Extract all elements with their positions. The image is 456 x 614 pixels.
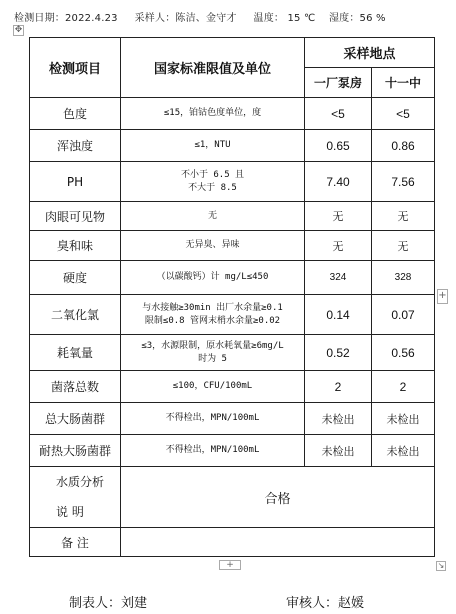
row-standard: ≤100，CFU/100mL [121,371,305,403]
analysis-label-line-2: 说 明 [56,505,84,519]
row-value-site-1: <5 [305,98,372,130]
row-item: 菌落总数 [30,371,121,403]
row-item: 二氧化氯 [30,295,121,335]
header-line [14,9,450,24]
row-value-site-2: 未检出 [372,403,435,435]
table-row [30,202,435,231]
header-standard: 国家标准限值及单位 [121,38,305,98]
row-value-site-2: 无 [372,231,435,261]
row-standard: 无异臭、异味 [121,231,305,261]
row-value-site-2: 未检出 [372,435,435,467]
row-value-site-2: 0.86 [372,130,435,162]
analysis-label-line-1: 水质分析 [56,475,105,489]
table-row [30,295,435,335]
row-item: 硬度 [30,261,121,295]
row-standard [121,335,305,371]
row-value-site-2: <5 [372,98,435,130]
samplers: 采样人：陈洁、金守才 [134,13,237,24]
row-value-site-1: 324 [305,261,372,295]
table-row [30,130,435,162]
table-row [30,403,435,435]
row-value-site-1: 0.14 [305,295,372,335]
row-value-site-1: 0.52 [305,335,372,371]
row-value-site-1: 7.40 [305,162,372,202]
row-item: 臭和味 [30,231,121,261]
table-resize-icon[interactable]: ↘ [437,561,445,570]
row-standard-line-1: ≤3，水源限制，原水耗氧量≥6mg/L [141,340,284,351]
table-row [30,162,435,202]
row-value-site-2: 0.07 [372,295,435,335]
row-standard-line-2: 时为 5 [198,353,227,364]
row-standard [121,162,305,202]
add-column-icon[interactable]: + [437,289,448,304]
row-item: 浑浊度 [30,130,121,162]
table-row [30,371,435,403]
row-value-site-2: 无 [372,202,435,231]
row-standard: 无 [121,202,305,231]
table-move-handle-icon[interactable]: ✥ [14,25,23,35]
row-value-site-2: 0.56 [372,335,435,371]
row-value-site-1: 未检出 [305,435,372,467]
humidity: 湿度：56 % [328,13,386,24]
row-standard-line-2: 限制≤0.8 管网末梢水余量≥0.02 [144,315,281,326]
header-site-1: 一厂泵房 [305,68,372,98]
row-value-site-2: 328 [372,261,435,295]
water-quality-table [29,37,435,557]
row-standard: ≤1，NTU [121,130,305,162]
table-row [30,98,435,130]
row-standard: 不得检出，MPN/100mL [121,435,305,467]
table-row [30,335,435,371]
analysis-row [30,467,435,528]
inspection-date: 检测日期：2022.4.23 [14,13,118,24]
row-value-site-2: 2 [372,371,435,403]
row-item: 耗氧量 [30,335,121,371]
row-value-site-1: 无 [305,231,372,261]
header-item: 检测项目 [30,38,121,98]
row-item: 总大肠菌群 [30,403,121,435]
row-standard: 不得检出，MPN/100mL [121,403,305,435]
header-site-2: 十一中 [372,68,435,98]
add-row-icon[interactable]: + [219,560,241,570]
remark-label: 备 注 [30,528,121,557]
row-standard: （以碳酸钙）计 mg/L≤450 [121,261,305,295]
row-standard [121,295,305,335]
row-item: 色度 [30,98,121,130]
remark-row [30,528,435,557]
row-value-site-1: 无 [305,202,372,231]
row-item: 肉眼可见物 [30,202,121,231]
reviewer: 审核人：赵媛 [286,596,365,611]
row-standard-line-1: 与水接触≥30min 出厂水余量≥0.1 [142,302,283,313]
analysis-value: 合格 [121,467,435,528]
remark-value [121,528,435,557]
table-row [30,231,435,261]
row-value-site-2: 7.56 [372,162,435,202]
preparer: 制表人：刘建 [69,596,148,611]
row-item: 耐热大肠菌群 [30,435,121,467]
row-standard: ≤15，铂钴色度单位，度 [121,98,305,130]
row-item: PH [30,162,121,202]
row-value-site-1: 0.65 [305,130,372,162]
header-sites: 采样地点 [305,38,435,68]
row-value-site-1: 2 [305,371,372,403]
temperature: 温度： 15 ℃ [253,13,316,24]
row-value-site-1: 未检出 [305,403,372,435]
table-row [30,435,435,467]
row-standard-line-1: 不小于 6.5 且 [180,169,245,180]
table-row [30,261,435,295]
analysis-label [30,467,121,528]
row-standard-line-2: 不大于 8.5 [188,182,237,193]
